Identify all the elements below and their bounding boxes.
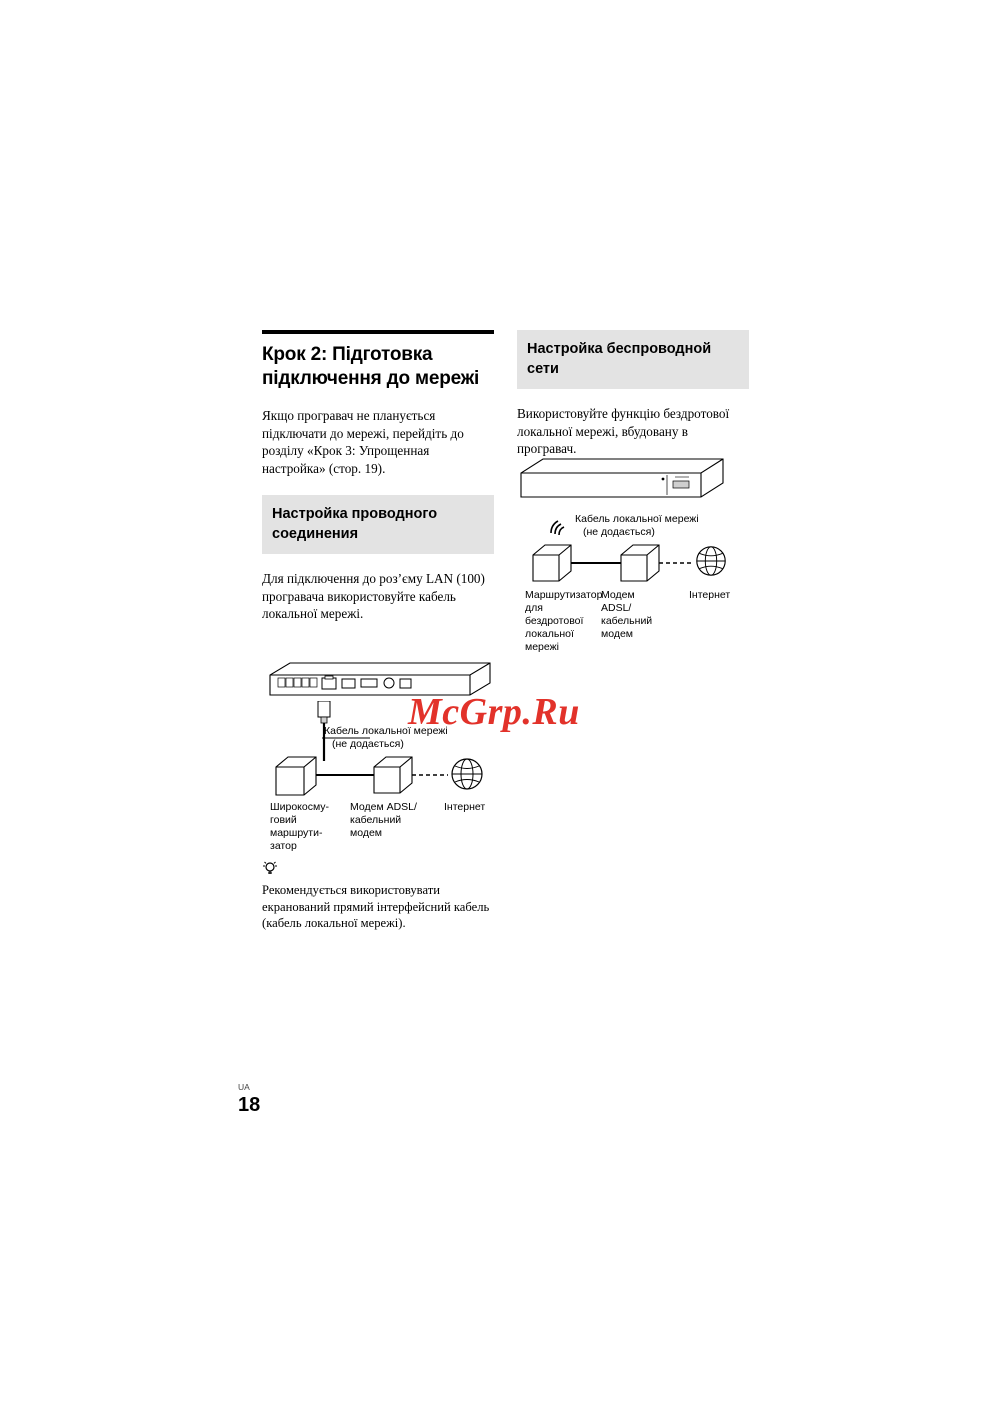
wifi-signal-icon — [545, 513, 571, 539]
wireless-modem-label: Модем ADSL/ кабельний модем — [601, 589, 653, 640]
player-front-illustration — [517, 455, 727, 507]
wireless-connection-figure — [517, 455, 749, 665]
tip-bulb-icon — [262, 860, 278, 876]
wireless-cable-label: Кабель локальної мережі (не додається) — [575, 513, 699, 538]
wired-setup-paragraph: Для підключення до роз’єму LAN (100) програвача використовуйте кабель локальної мережі. — [262, 571, 485, 621]
watermark: McGrp.Ru — [408, 691, 580, 733]
locale-code: UA — [238, 1082, 250, 1092]
wireless-setup-heading: Настройка беспроводной сети — [517, 330, 749, 389]
wireless-router-modem-link — [571, 561, 623, 565]
page-footer — [238, 1082, 260, 1116]
tip-block — [262, 860, 494, 932]
modem-illustration — [372, 755, 416, 797]
router-illustration — [272, 755, 320, 797]
cable-label: Кабель локальної мережі (не додається) — [324, 725, 448, 750]
modem-internet-link — [412, 773, 450, 777]
page-title: Крок 2: Підготовка підключення до мережі — [262, 344, 480, 389]
page-number: 18 — [238, 1094, 261, 1116]
tip-text: Рекомендується використовувати екранований прямий інтерфейсний кабель (кабель локальної мережі). — [262, 883, 490, 930]
wired-setup-heading: Настройка проводного соединения — [262, 495, 494, 554]
wireless-modem-internet-link — [659, 561, 695, 565]
internet-label: Інтернет — [444, 801, 486, 813]
wireless-router-label: Маршрутизатор для бездротової локальної мережі — [525, 589, 603, 653]
right-column — [517, 330, 749, 472]
router-modem-link — [316, 773, 376, 777]
modem-label: Модем ADSL/ кабельний модем — [350, 801, 417, 839]
left-column — [262, 330, 494, 637]
internet-globe-icon — [448, 755, 486, 793]
wireless-modem-illustration — [619, 543, 663, 585]
router-label: Широкосму-говий маршрути-затор — [270, 801, 330, 852]
heading-rule — [262, 330, 494, 334]
wireless-router-illustration — [531, 543, 575, 585]
wireless-internet-label: Інтернет — [689, 589, 731, 601]
intro-paragraph: Якщо програвач не планується підключати до мережі, перейдіть до розділу «Крок 3: Упрощенная настройка» (стор. 19). — [262, 408, 464, 476]
wireless-setup-paragraph: Використовуйте функцію бездротової локальної мережі, вбудовану в програвач. — [517, 406, 730, 456]
wired-connection-figure — [262, 655, 494, 855]
wireless-internet-globe-icon — [693, 543, 729, 579]
